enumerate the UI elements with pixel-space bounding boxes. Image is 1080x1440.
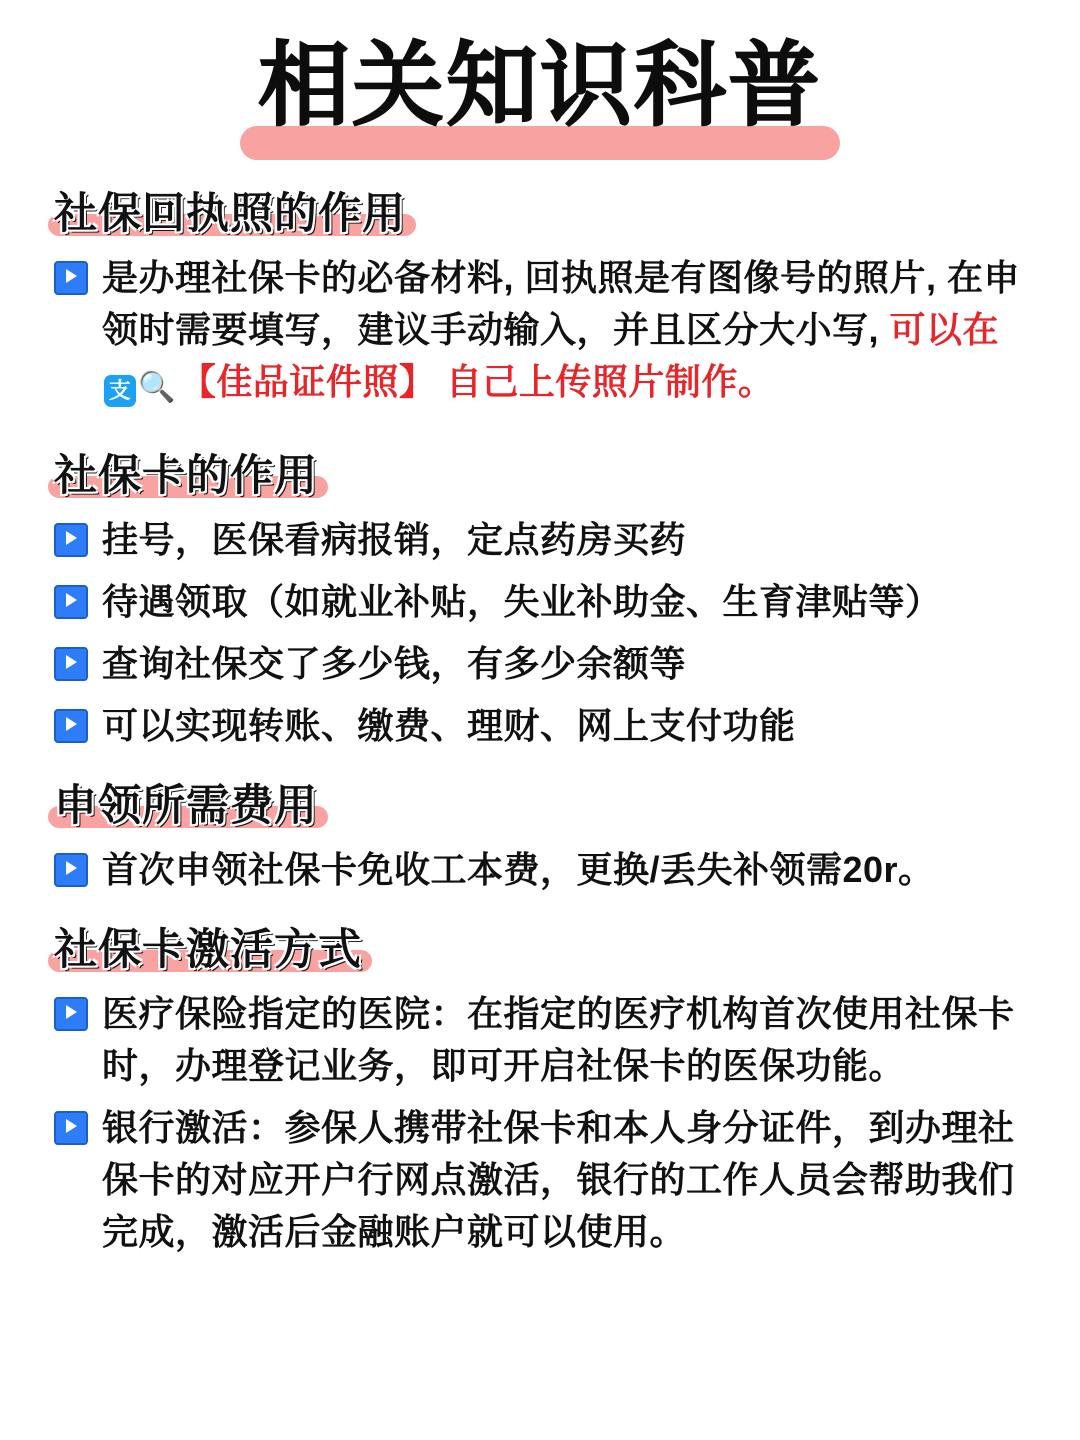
- bullet-list: [40, 988, 1040, 1258]
- section-heading-text: 社保卡激活方式: [54, 926, 362, 974]
- list-item: [40, 844, 1040, 896]
- section-heading: [48, 922, 372, 978]
- list-item: [40, 988, 1040, 1092]
- section-heading-text: 社保回执照的作用: [54, 190, 406, 238]
- play-arrow-icon: [54, 1111, 88, 1145]
- page-title: [40, 26, 1040, 174]
- section-heading-text: 申领所需费用: [54, 782, 318, 830]
- play-arrow-icon: [54, 647, 88, 681]
- list-item-text: 挂号，医保看病报销，定点药房买药: [102, 519, 687, 560]
- list-item-text: 查询社保交了多少钱，有多少余额等: [102, 643, 687, 684]
- section-heading: [48, 778, 328, 834]
- section-heading-text: 社保卡的作用: [54, 452, 318, 500]
- section-shebao-card-uses: [40, 448, 1040, 752]
- list-item-text-part: 是办理社保卡的必备材料, 回执照是有图像号的照片, 在申领时需要填写，建议手动输入，并且区分大小写,: [102, 257, 1021, 350]
- play-arrow-icon: [54, 997, 88, 1031]
- search-icon: 🔍: [138, 371, 176, 404]
- alipay-icon: 支: [104, 375, 136, 407]
- play-arrow-icon: [54, 261, 88, 295]
- play-arrow-icon: [54, 709, 88, 743]
- list-item: [40, 252, 1040, 414]
- list-item: [40, 700, 1040, 752]
- play-arrow-icon: [54, 853, 88, 887]
- list-item: [40, 638, 1040, 690]
- section-activation-methods: [40, 922, 1040, 1258]
- list-item: [40, 514, 1040, 566]
- list-item-text: 首次申领社保卡免收工本费，更换/丢失补领需20r。: [102, 849, 935, 890]
- list-item-text: 银行激活：参保人携带社保卡和本人身分证件，到办理社保卡的对应开户行网点激活，银行的工作人员会帮助我们完成，激活后金融账户就可以使用。: [102, 1107, 1015, 1252]
- list-item-text-emphasis: 可以在: [889, 309, 1000, 350]
- bullet-list: [40, 844, 1040, 896]
- list-item: [40, 1102, 1040, 1258]
- list-item: [40, 576, 1040, 628]
- section-shebao-receipt-photo: [40, 186, 1040, 414]
- list-item-text: 可以实现转账、缴费、理财、网上支付功能: [102, 705, 796, 746]
- section-heading: [48, 448, 328, 504]
- play-arrow-icon: [54, 585, 88, 619]
- list-item-text: 医疗保险指定的医院：在指定的医疗机构首次使用社保卡时，办理登记业务，即可开启社保卡的医保功能。: [102, 993, 1015, 1086]
- page-title-text: 相关知识科普: [257, 35, 822, 137]
- list-item-text-emphasis-2: 【佳品证件照】 自己上传照片制作。: [179, 361, 775, 402]
- bullet-list: [40, 514, 1040, 752]
- list-item-text: [102, 252, 1040, 414]
- bullet-list: [40, 252, 1040, 414]
- section-application-fee: [40, 778, 1040, 896]
- section-heading: [48, 186, 416, 242]
- play-arrow-icon: [54, 523, 88, 557]
- list-item-text: 待遇领取（如就业补贴，失业补助金、生育津贴等）: [102, 581, 942, 622]
